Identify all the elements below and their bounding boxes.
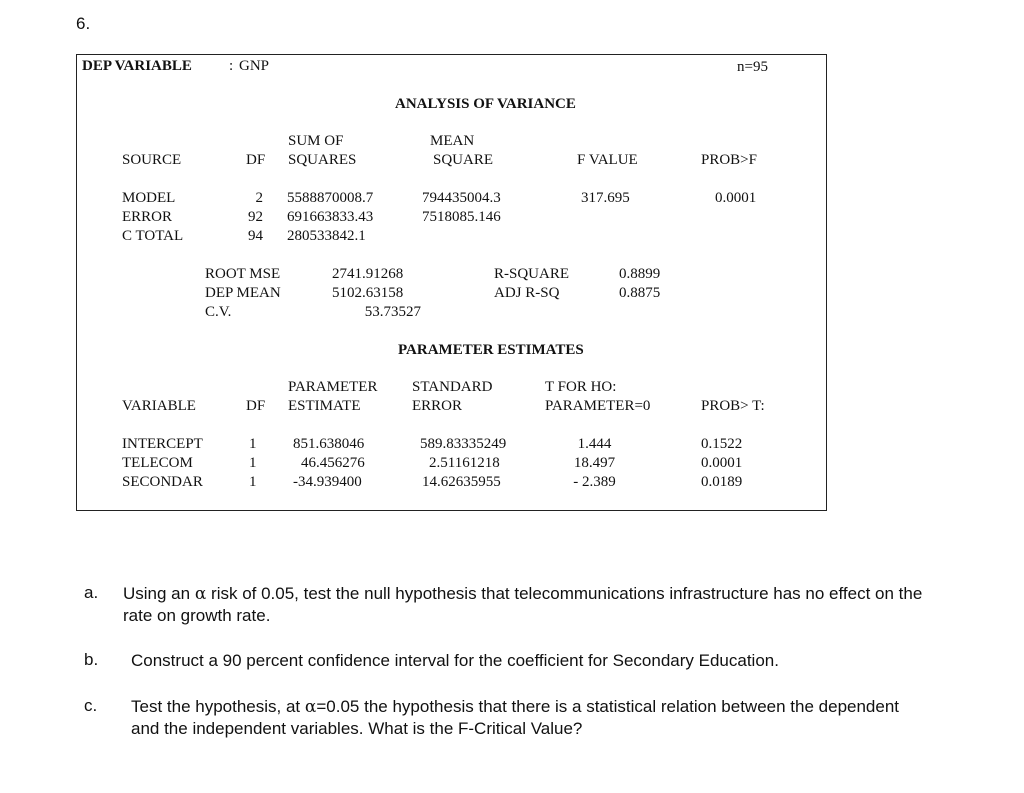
anova-row-ss: 691663833.43: [287, 209, 374, 225]
param-title: PARAMETER ESTIMATES: [398, 342, 584, 358]
param-header-variable: VARIABLE: [122, 398, 196, 414]
anova-row-df: 94: [248, 228, 263, 244]
param-row-variable: TELECOM: [122, 455, 193, 471]
param-row-prob: 0.0001: [701, 455, 743, 471]
param-header-df: DF: [246, 398, 266, 414]
param-header-est-1: PARAMETER: [288, 379, 378, 395]
anova-header-source: SOURCE: [122, 152, 182, 168]
alpha-symbol: α: [304, 697, 317, 717]
question-c: [84, 696, 924, 744]
question-a-label: a.: [84, 583, 99, 602]
question-number: 6.: [76, 14, 91, 33]
param-row-t: 18.497: [573, 455, 616, 471]
question-b-label: b.: [84, 650, 99, 669]
param-row-est: 851.638046: [293, 436, 365, 452]
param-header-t-2: PARAMETER=0: [545, 398, 651, 414]
regression-output-box: [76, 54, 827, 511]
dep-variable-value: GNP: [239, 58, 270, 74]
param-header-t-1: T FOR HO:: [545, 379, 617, 395]
dep-mean-value: 5102.63158: [332, 285, 404, 301]
question-b-text: Construct a 90 percent confidence interval for the coefficient for Secondary Education.: [131, 651, 779, 670]
dep-variable-sep: :: [229, 58, 234, 74]
anova-row-f: 317.695: [581, 190, 630, 206]
anova-row-df: 2: [255, 190, 263, 206]
dep-variable-label: DEP VARIABLE: [82, 58, 192, 74]
question-b: [84, 650, 924, 674]
anova-row-ss: 5588870008.7: [287, 190, 374, 206]
question-c-part2: =0.05 the hypothesis that there is a statistical relation between the dependent and the independent variables. What is the F-Critical Value?: [131, 697, 900, 738]
alpha-symbol: α: [194, 584, 207, 604]
question-a: [84, 583, 924, 631]
anova-header-df: DF: [246, 152, 266, 168]
root-mse-value: 2741.91268: [332, 266, 404, 282]
anova-row-prob: 0.0001: [715, 190, 757, 206]
param-row-prob: 0.0189: [701, 474, 743, 490]
adj-r-sq-value: 0.8875: [619, 285, 661, 301]
anova-header-f: F VALUE: [577, 152, 638, 168]
question-c-label: c.: [84, 696, 98, 715]
param-header-prob: PROB> T:: [701, 398, 765, 414]
param-row-variable: SECONDAR: [122, 474, 203, 490]
param-header-se-2: ERROR: [412, 398, 463, 414]
dep-mean-label: DEP MEAN: [205, 285, 281, 301]
anova-header-ss-1: SUM OF: [288, 133, 344, 149]
adj-r-sq-label: ADJ R-SQ: [494, 285, 560, 301]
anova-row-ms: 794435004.3: [422, 190, 501, 206]
root-mse-label: ROOT MSE: [205, 266, 281, 282]
r-square-value: 0.8899: [619, 266, 661, 282]
param-row-se: 589.83335249: [420, 436, 507, 452]
anova-row-source: C TOTAL: [122, 228, 184, 244]
question-a-part1: Using an: [123, 584, 195, 603]
param-header-se-1: STANDARD: [412, 379, 493, 395]
param-row-t: - 2.389: [573, 474, 616, 490]
cv-label: C.V.: [205, 304, 232, 320]
param-header-est-2: ESTIMATE: [288, 398, 361, 414]
question-c-text: [131, 696, 923, 740]
anova-row-df: 92: [248, 209, 263, 225]
param-row-df: 1: [249, 436, 257, 452]
anova-header-ss-2: SQUARES: [288, 152, 357, 168]
anova-row-source: MODEL: [122, 190, 176, 206]
anova-header-ms-1: MEAN: [430, 133, 475, 149]
anova-title: ANALYSIS OF VARIANCE: [395, 96, 576, 112]
anova-header-prob: PROB>F: [701, 152, 757, 168]
anova-row-source: ERROR: [122, 209, 173, 225]
question-a-text: [123, 583, 923, 627]
question-a-part2: risk of 0.05, test the null hypothesis that telecommunications infrastructure has no effect on the rate on growth rate.: [123, 584, 923, 625]
question-c-part1: Test the hypothesis, at: [131, 697, 305, 716]
r-square-label: R-SQUARE: [494, 266, 570, 282]
param-row-est: -34.939400: [293, 474, 362, 490]
anova-header-ms-2: SQUARE: [433, 152, 494, 168]
param-row-variable: INTERCEPT: [122, 436, 203, 452]
param-row-prob: 0.1522: [701, 436, 743, 452]
anova-row-ms: 7518085.146: [422, 209, 501, 225]
param-row-est: 46.456276: [301, 455, 365, 471]
param-row-df: 1: [249, 474, 257, 490]
param-row-t: 1.444: [577, 436, 612, 452]
param-row-se: 2.51161218: [429, 455, 500, 471]
param-row-df: 1: [249, 455, 257, 471]
sample-size: n=95: [737, 59, 768, 75]
cv-value: 53.73527: [364, 304, 421, 320]
param-row-se: 14.62635955: [422, 474, 501, 490]
anova-row-ss: 280533842.1: [287, 228, 366, 244]
